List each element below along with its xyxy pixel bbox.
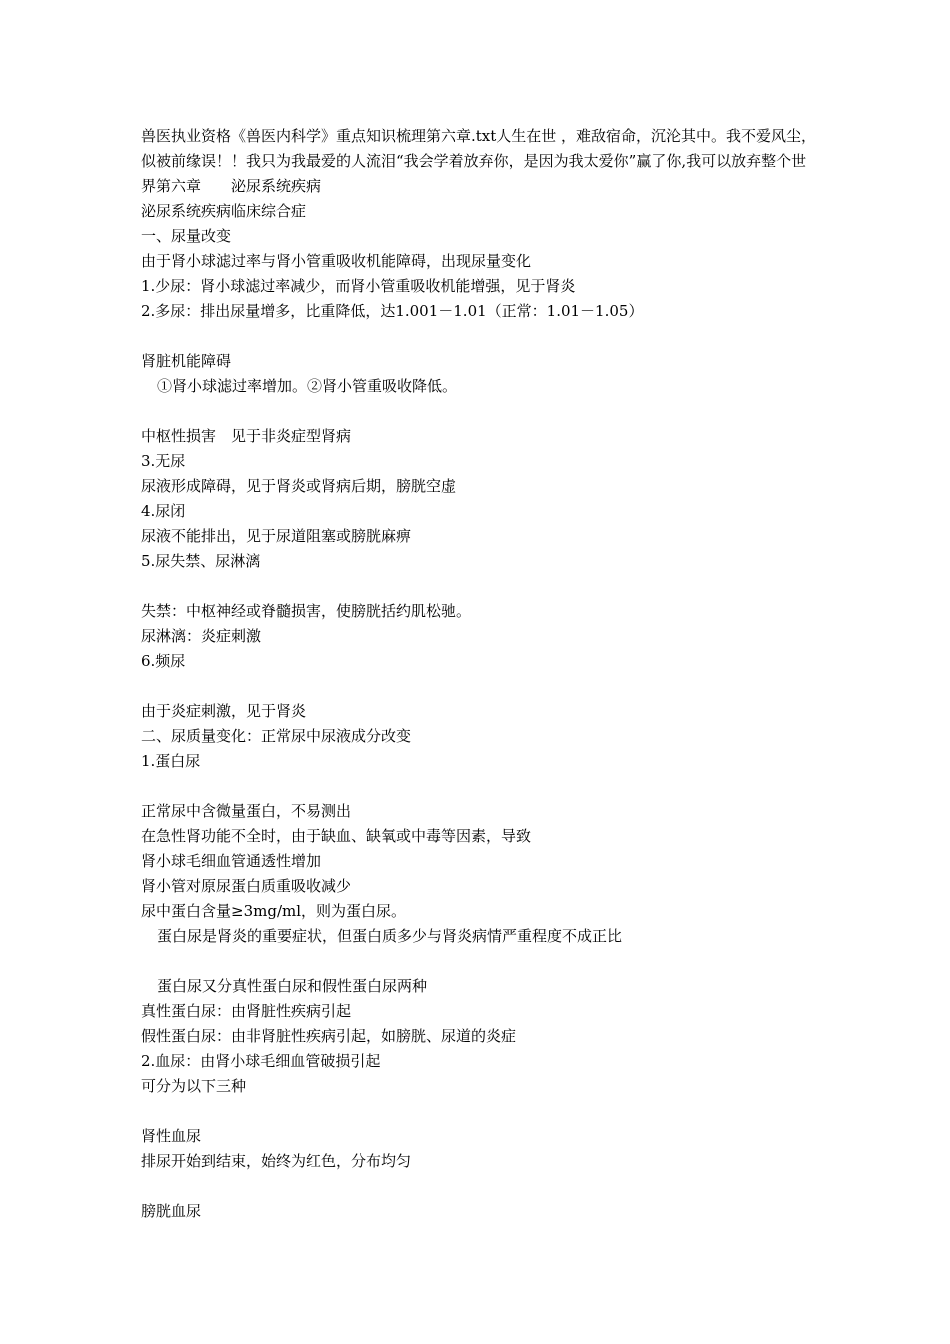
blank-line bbox=[141, 324, 821, 349]
intro-paragraph: 兽医执业资格《兽医内科学》重点知识梳理第六章.txt人生在世 ，难敌宿命，沉沦其中。我不爱风尘，似被前缘误！！我只为我最爱的人流泪“我会学着放弃你，是因为我太爱你”赢了你,我可以放弃整个世界第六章 泌尿系统疾病 bbox=[141, 127, 817, 195]
text-line: 2.多尿：排出尿量增多，比重降低，达1.001－1.01（正常：1.01－1.05） bbox=[141, 302, 644, 320]
text-line: 肾性血尿 bbox=[141, 1127, 202, 1145]
blank-line bbox=[141, 774, 821, 799]
section-heading: 二、尿质量变化：正常尿中尿液成分改变 bbox=[141, 727, 412, 745]
text-line: 尿中蛋白含量≥3mg/ml，则为蛋白尿。 bbox=[141, 902, 407, 920]
text-line: 中枢性损害 见于非炎症型肾病 bbox=[141, 427, 352, 445]
text-line: 蛋白尿是肾炎的重要症状，但蛋白质多少与肾炎病情严重程度不成正比 bbox=[157, 927, 623, 945]
text-line: 4.尿闭 bbox=[141, 502, 186, 520]
text-line: 蛋白尿又分真性蛋白尿和假性蛋白尿两种 bbox=[157, 977, 428, 995]
text-line: ①肾小球滤过率增加。②肾小管重吸收降低。 bbox=[157, 377, 458, 395]
text-line: 尿液形成障碍，见于肾炎或肾病后期，膀胱空虚 bbox=[141, 477, 457, 495]
text-line: 在急性肾功能不全时，由于缺血、缺氧或中毒等因素，导致 bbox=[141, 827, 532, 845]
text-line: 泌尿系统疾病临床综合症 bbox=[141, 202, 307, 220]
text-line: 由于炎症刺激，见于肾炎 bbox=[141, 702, 307, 720]
document-body bbox=[141, 124, 821, 1224]
blank-line bbox=[141, 949, 821, 974]
section-heading: 一、尿量改变 bbox=[141, 227, 232, 245]
text-line: 5.尿失禁、尿淋漓 bbox=[141, 552, 261, 570]
text-line: 3.无尿 bbox=[141, 452, 186, 470]
text-line: 尿淋漓：炎症刺激 bbox=[141, 627, 262, 645]
text-line: 由于肾小球滤过率与肾小管重吸收机能障碍，出现尿量变化 bbox=[141, 252, 532, 270]
text-line: 1.少尿：肾小球滤过率减少，而肾小管重吸收机能增强，见于肾炎 bbox=[141, 277, 576, 295]
text-line: 膀胱血尿 bbox=[141, 1202, 202, 1220]
text-line: 可分为以下三种 bbox=[141, 1077, 247, 1095]
text-line: 肾小球毛细血管通透性增加 bbox=[141, 852, 322, 870]
blank-line bbox=[141, 1174, 821, 1199]
blank-line bbox=[141, 574, 821, 599]
blank-line bbox=[141, 674, 821, 699]
text-line: 真性蛋白尿：由肾脏性疾病引起 bbox=[141, 1002, 352, 1020]
text-line: 肾脏机能障碍 bbox=[141, 352, 232, 370]
text-line: 肾小管对原尿蛋白质重吸收减少 bbox=[141, 877, 352, 895]
text-line: 失禁：中枢神经或脊髓损害，使膀胱括约肌松驰。 bbox=[141, 602, 472, 620]
text-line: 排尿开始到结束，始终为红色，分布均匀 bbox=[141, 1152, 412, 1170]
text-line: 假性蛋白尿：由非肾脏性疾病引起，如膀胱、尿道的炎症 bbox=[141, 1027, 517, 1045]
text-line: 尿液不能排出，见于尿道阻塞或膀胱麻痹 bbox=[141, 527, 412, 545]
blank-line bbox=[141, 399, 821, 424]
text-line: 正常尿中含微量蛋白，不易测出 bbox=[141, 802, 352, 820]
text-line: 2.血尿：由肾小球毛细血管破损引起 bbox=[141, 1052, 381, 1070]
text-line: 1.蛋白尿 bbox=[141, 752, 201, 770]
blank-line bbox=[141, 1099, 821, 1124]
text-line: 6.频尿 bbox=[141, 652, 186, 670]
